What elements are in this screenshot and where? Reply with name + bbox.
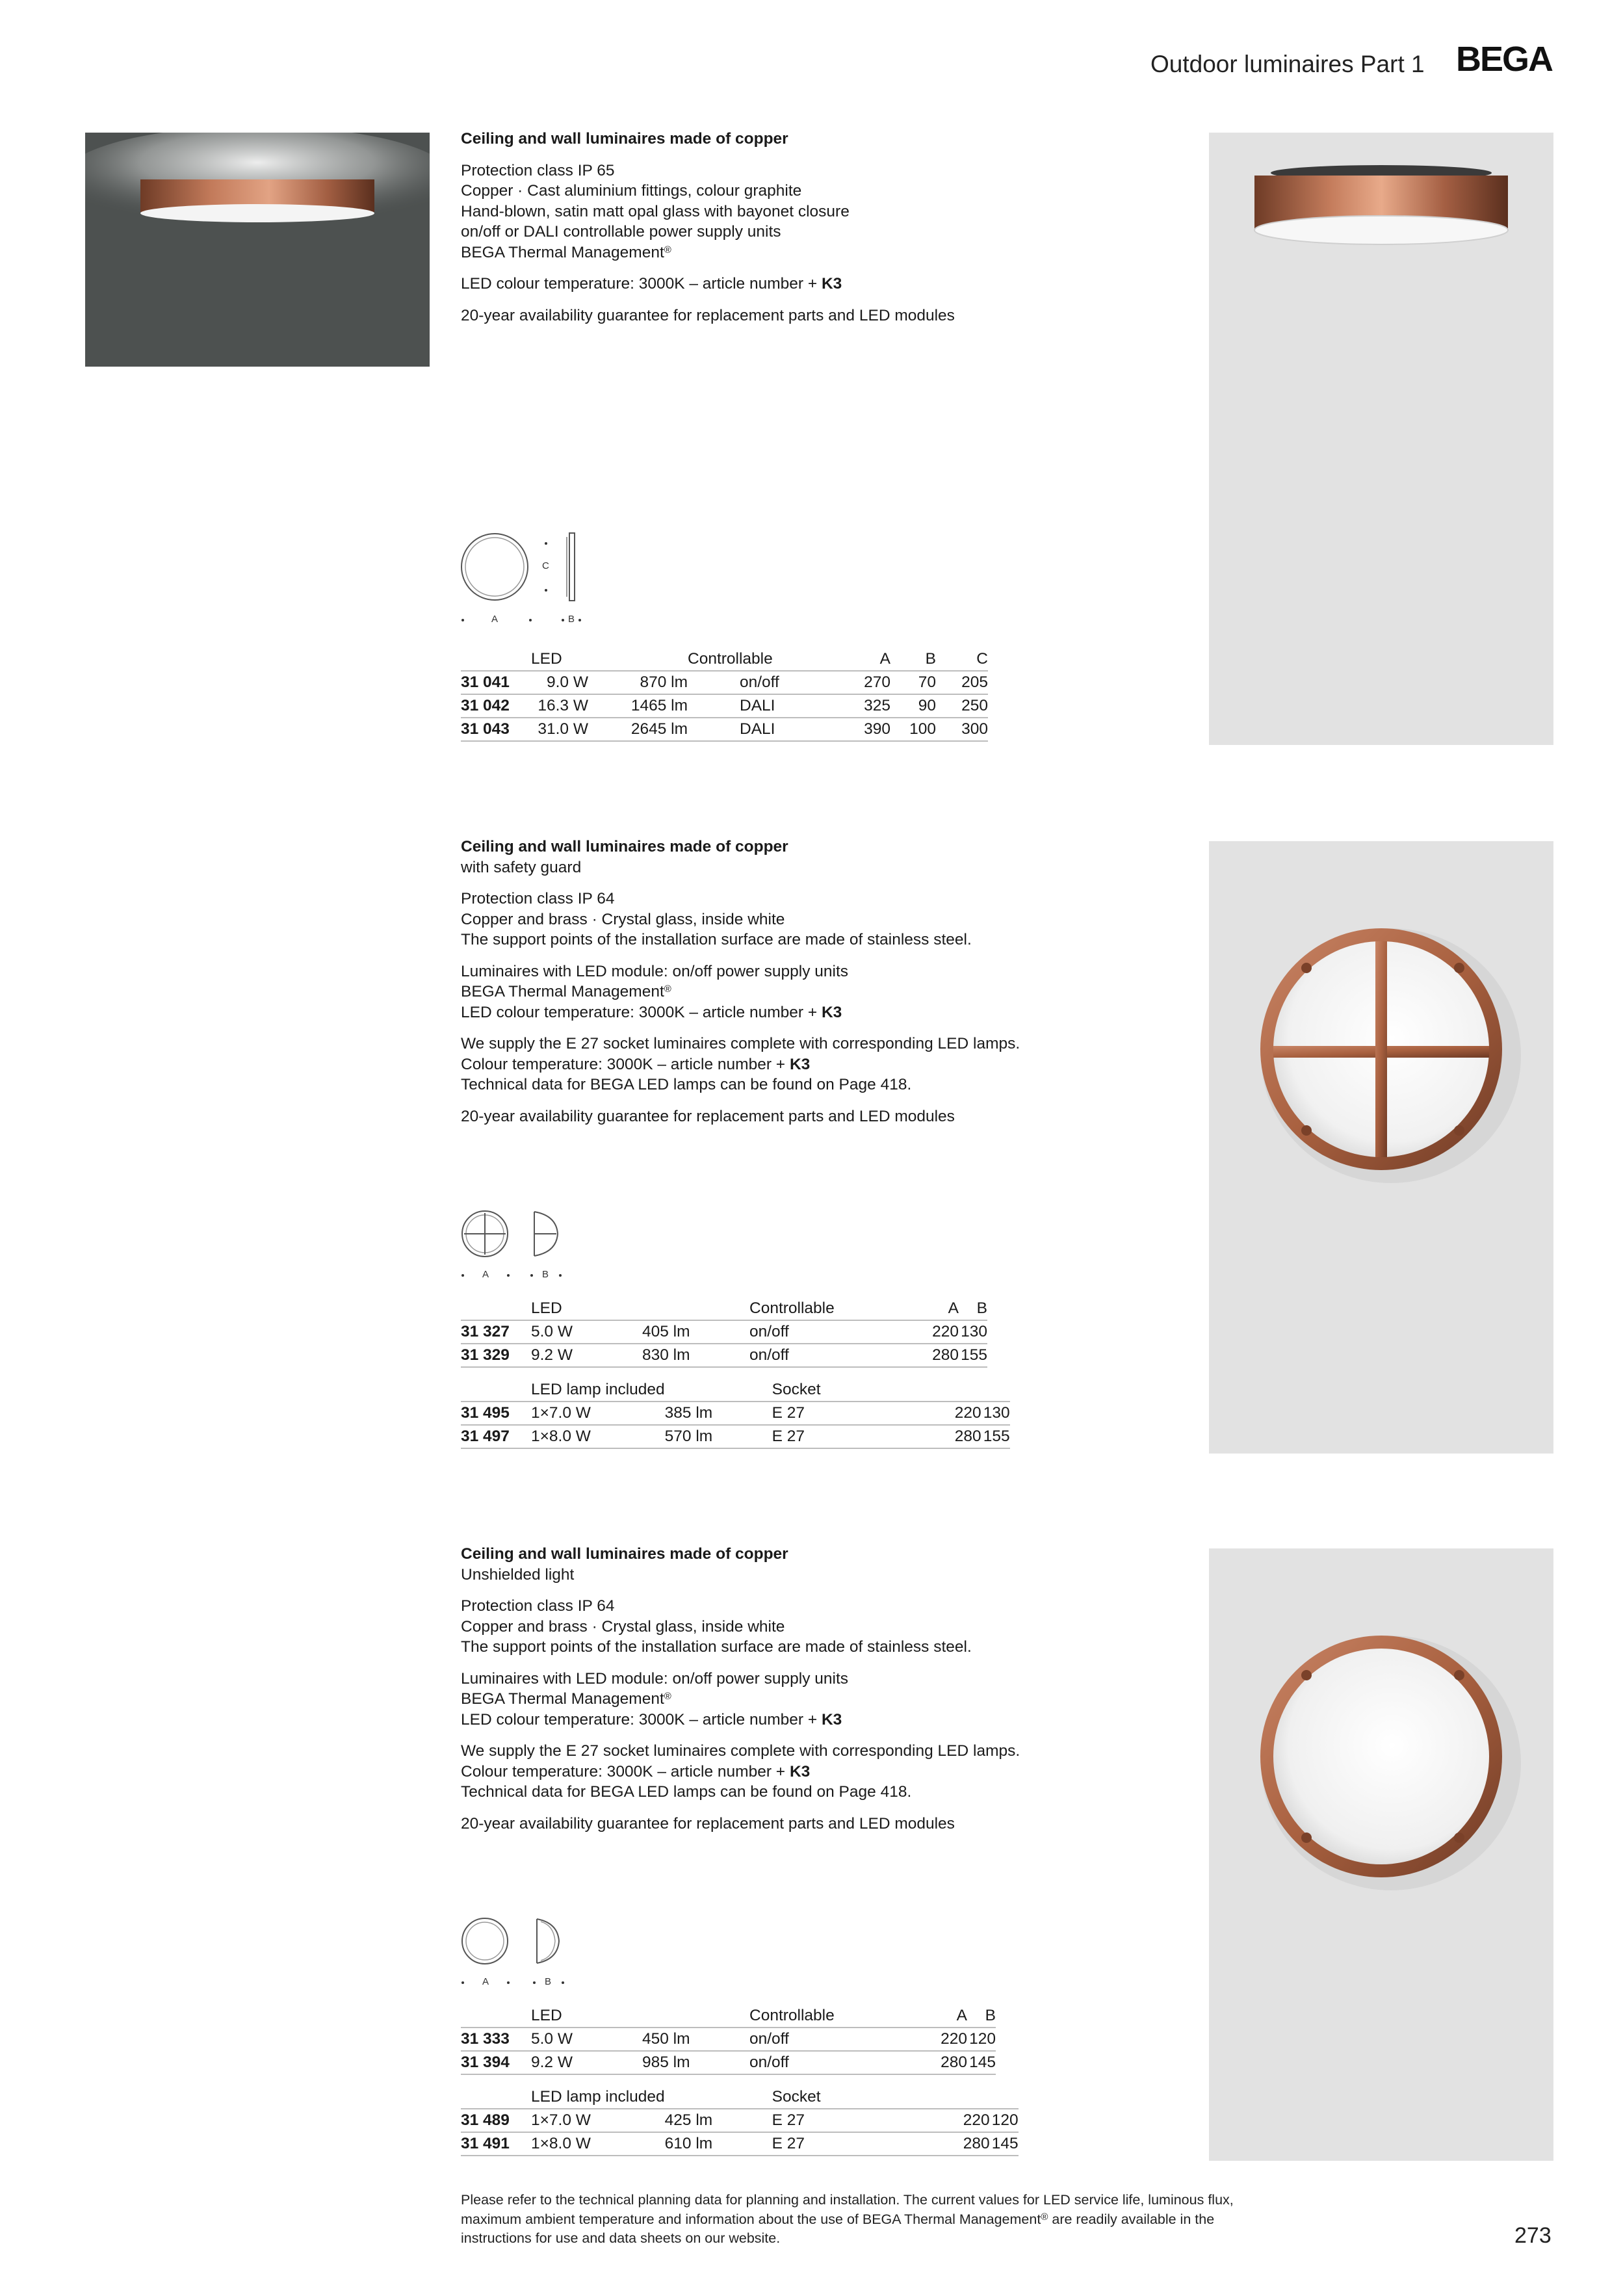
footer-line: maximum ambient temperature and information about the use of BEGA Thermal Management bbox=[461, 2211, 1041, 2227]
article-code: K3 bbox=[789, 1762, 811, 1781]
table-row bbox=[461, 718, 988, 741]
cell: 985 lm bbox=[642, 2051, 749, 2074]
article-code: K3 bbox=[789, 1055, 811, 1073]
dimension-drawing bbox=[459, 1208, 589, 1289]
col-header: Socket bbox=[772, 2088, 821, 2106]
cell: 300 bbox=[936, 718, 988, 741]
table-row bbox=[461, 1425, 1010, 1448]
cell: 155 bbox=[959, 1344, 987, 1367]
col-header bbox=[461, 1298, 531, 1320]
table-row bbox=[461, 2028, 996, 2051]
table-header bbox=[461, 2005, 996, 2028]
led-temp-text: LED colour temperature: 3000K – article number + bbox=[461, 275, 822, 293]
colour-temp-text: Colour temperature: 3000K – article number + bbox=[461, 1762, 790, 1781]
col-header bbox=[642, 1298, 749, 1320]
dim-label-c: C bbox=[542, 560, 549, 571]
cell: on/off bbox=[688, 671, 837, 694]
spec-table-lamps bbox=[461, 1379, 1010, 1449]
cell: 120 bbox=[990, 2109, 1019, 2132]
dim-label-b: B bbox=[542, 1269, 549, 1280]
col-header: Controllable bbox=[688, 650, 773, 668]
section-2-text bbox=[461, 837, 1208, 1127]
cell: DALI bbox=[688, 718, 837, 741]
cell: 250 bbox=[936, 694, 988, 718]
cell: E 27 bbox=[772, 2109, 944, 2132]
article-number: 31 495 bbox=[461, 1402, 531, 1425]
col-header: A bbox=[948, 1299, 959, 1317]
luminaire-product-photo bbox=[1209, 1548, 1553, 2161]
article-number: 31 043 bbox=[461, 718, 531, 741]
cell: 220 bbox=[912, 1320, 959, 1344]
cell: 9.2 W bbox=[531, 1344, 642, 1367]
dim-label-a: A bbox=[491, 614, 499, 625]
cell: on/off bbox=[749, 2051, 922, 2074]
luminaire-product-photo bbox=[1209, 841, 1553, 1454]
cell: 2645 lm bbox=[588, 718, 688, 741]
text-line: Protection class IP 64 bbox=[461, 1597, 615, 1615]
table-header bbox=[461, 2086, 1019, 2109]
col-header bbox=[665, 2086, 772, 2109]
cell: 1465 lm bbox=[588, 694, 688, 718]
dim-label-a: A bbox=[482, 1269, 489, 1280]
col-header bbox=[665, 1379, 772, 1402]
article-code: K3 bbox=[821, 1710, 842, 1729]
col-header bbox=[935, 1379, 981, 1402]
cell: E 27 bbox=[772, 1425, 935, 1448]
dimension-drawing bbox=[459, 1915, 589, 1996]
cell: DALI bbox=[688, 694, 837, 718]
cell: 570 lm bbox=[665, 1425, 772, 1448]
dimension-drawing bbox=[459, 528, 589, 635]
footer-line: Please refer to the technical planning data for planning and installation. The current values for LED service life, luminous flux, bbox=[461, 2192, 1234, 2208]
cell: 280 bbox=[935, 1425, 981, 1448]
cell: 100 bbox=[890, 718, 936, 741]
cell: 90 bbox=[890, 694, 936, 718]
cell: 130 bbox=[959, 1320, 987, 1344]
cell: 610 lm bbox=[665, 2132, 772, 2156]
text-line: Protection class IP 64 bbox=[461, 890, 615, 907]
article-number: 31 491 bbox=[461, 2132, 531, 2156]
section-title: Ceiling and wall luminaires made of copper bbox=[461, 838, 788, 855]
article-code: K3 bbox=[821, 1003, 842, 1021]
cell: E 27 bbox=[772, 1402, 935, 1425]
col-header: LED lamp included bbox=[531, 2088, 665, 2106]
cell: 1×7.0 W bbox=[531, 2109, 665, 2132]
col-header: LED lamp included bbox=[531, 1381, 665, 1398]
dim-label-b: B bbox=[568, 614, 575, 625]
col-header bbox=[990, 2086, 1019, 2109]
text-line: Luminaires with LED module: on/off power supply units bbox=[461, 962, 849, 980]
cell: 390 bbox=[837, 718, 890, 741]
table-row bbox=[461, 671, 988, 694]
text-line: Technical data for BEGA LED lamps can be found on Page 418. bbox=[461, 1783, 912, 1801]
cell: 450 lm bbox=[642, 2028, 749, 2051]
spec-table bbox=[461, 1298, 987, 1368]
spec-table bbox=[461, 2005, 996, 2075]
text-line: Luminaires with LED module: on/off power supply units bbox=[461, 1669, 849, 1688]
cell: 145 bbox=[990, 2132, 1019, 2156]
section-1-text bbox=[461, 129, 1208, 326]
colour-temp-text: Colour temperature: 3000K – article number + bbox=[461, 1055, 790, 1073]
cell: on/off bbox=[749, 1344, 912, 1367]
col-header: Socket bbox=[772, 1381, 821, 1398]
cell: 5.0 W bbox=[531, 2028, 642, 2051]
table-row bbox=[461, 694, 988, 718]
text-line: BEGA Thermal Management bbox=[461, 1690, 664, 1708]
cell: 31.0 W bbox=[531, 718, 588, 741]
footer-line: instructions for use and data sheets on our website. bbox=[461, 2230, 781, 2246]
col-header: Controllable bbox=[749, 1299, 835, 1317]
dim-label-a: A bbox=[482, 1976, 489, 1987]
cell: on/off bbox=[749, 1320, 912, 1344]
cell: 70 bbox=[890, 671, 936, 694]
article-number: 31 041 bbox=[461, 671, 531, 694]
guarantee-text: 20-year availability guarantee for replacement parts and LED modules bbox=[461, 1107, 955, 1125]
cell: 280 bbox=[922, 2051, 967, 2074]
col-header bbox=[461, 1379, 531, 1402]
text-line: Hand-blown, satin matt opal glass with bayonet closure bbox=[461, 202, 850, 220]
cell: 205 bbox=[936, 671, 988, 694]
col-header: A bbox=[879, 650, 890, 668]
table-row bbox=[461, 1344, 987, 1367]
text-line: We supply the E 27 socket luminaires complete with corresponding LED lamps. bbox=[461, 1742, 1020, 1760]
cell: 9.2 W bbox=[531, 2051, 642, 2074]
cell: 1×8.0 W bbox=[531, 2132, 665, 2156]
section-3-text bbox=[461, 1544, 1208, 1834]
text-line: BEGA Thermal Management bbox=[461, 983, 664, 1000]
led-temp-text: LED colour temperature: 3000K – article number + bbox=[461, 1710, 822, 1729]
registered-mark: ® bbox=[664, 984, 671, 995]
col-header: LED bbox=[531, 2007, 562, 2024]
text-line: Technical data for BEGA LED lamps can be found on Page 418. bbox=[461, 1076, 912, 1093]
col-header bbox=[981, 1379, 1010, 1402]
cell: 830 lm bbox=[642, 1344, 749, 1367]
col-header bbox=[588, 648, 688, 671]
article-number: 31 327 bbox=[461, 1320, 531, 1344]
chapter-title: Outdoor luminaires Part 1 bbox=[1150, 51, 1425, 77]
cell: 270 bbox=[837, 671, 890, 694]
col-header: A bbox=[956, 2007, 967, 2024]
cell: 280 bbox=[944, 2132, 990, 2156]
cell: 145 bbox=[967, 2051, 996, 2074]
led-temp-text: LED colour temperature: 3000K – article number + bbox=[461, 1003, 822, 1021]
col-header: Controllable bbox=[749, 2007, 835, 2024]
col-header: C bbox=[976, 650, 988, 668]
cell: 5.0 W bbox=[531, 1320, 642, 1344]
table-row bbox=[461, 2109, 1019, 2132]
dim-label-b: B bbox=[545, 1976, 552, 1987]
spec-table bbox=[461, 648, 988, 742]
cell: 1×8.0 W bbox=[531, 1425, 665, 1448]
article-number: 31 394 bbox=[461, 2051, 531, 2074]
col-header: B bbox=[976, 1299, 987, 1317]
col-header: LED bbox=[531, 1299, 562, 1317]
table-row bbox=[461, 2051, 996, 2074]
article-number: 31 329 bbox=[461, 1344, 531, 1367]
table-row bbox=[461, 1402, 1010, 1425]
section-title: Ceiling and wall luminaires made of copper bbox=[461, 130, 788, 148]
col-header bbox=[642, 2005, 749, 2028]
bega-logo: BEGA bbox=[1456, 40, 1553, 79]
page-number: 273 bbox=[1514, 2223, 1552, 2248]
cell: 220 bbox=[944, 2109, 990, 2132]
section-title: Ceiling and wall luminaires made of copper bbox=[461, 1545, 788, 1563]
luminaire-product-photo bbox=[1209, 133, 1553, 745]
cell: 280 bbox=[912, 1344, 959, 1367]
cell: 220 bbox=[922, 2028, 967, 2051]
col-header: B bbox=[925, 650, 936, 668]
guarantee-text: 20-year availability guarantee for replacement parts and LED modules bbox=[461, 1814, 955, 1833]
cell: 325 bbox=[837, 694, 890, 718]
col-header bbox=[944, 2086, 990, 2109]
table-header bbox=[461, 1298, 987, 1320]
cell: 220 bbox=[935, 1402, 981, 1425]
spec-table-lamps bbox=[461, 2086, 1019, 2156]
guarantee-text: 20-year availability guarantee for replacement parts and LED modules bbox=[461, 306, 955, 324]
footer-note bbox=[461, 2191, 1338, 2249]
table-row bbox=[461, 2132, 1019, 2156]
cell: 16.3 W bbox=[531, 694, 588, 718]
table-header bbox=[461, 648, 988, 671]
article-code: K3 bbox=[821, 275, 842, 293]
text-line: Protection class IP 65 bbox=[461, 161, 615, 179]
table-header bbox=[461, 1379, 1010, 1402]
cell: 155 bbox=[981, 1425, 1010, 1448]
col-header bbox=[461, 2005, 531, 2028]
cell: E 27 bbox=[772, 2132, 944, 2156]
text-line: Copper and brass · Crystal glass, inside white bbox=[461, 1617, 785, 1636]
cell: on/off bbox=[749, 2028, 922, 2051]
registered-mark: ® bbox=[664, 1691, 671, 1702]
col-header bbox=[461, 648, 531, 671]
cell: 870 lm bbox=[588, 671, 688, 694]
col-header bbox=[461, 2086, 531, 2109]
section-subtitle: Unshielded light bbox=[461, 1565, 575, 1584]
registered-mark: ® bbox=[664, 244, 671, 255]
col-header: B bbox=[985, 2007, 996, 2024]
cell: 385 lm bbox=[665, 1402, 772, 1425]
col-header: LED bbox=[531, 650, 562, 668]
text-line: on/off or DALI controllable power supply units bbox=[461, 223, 781, 241]
text-line: BEGA Thermal Management bbox=[461, 243, 664, 261]
article-number: 31 497 bbox=[461, 1425, 531, 1448]
text-line: The support points of the installation surface are made of stainless steel. bbox=[461, 931, 972, 948]
article-number: 31 042 bbox=[461, 694, 531, 718]
cell: 1×7.0 W bbox=[531, 1402, 665, 1425]
table-row bbox=[461, 1320, 987, 1344]
cell: 120 bbox=[967, 2028, 996, 2051]
text-line: The support points of the installation surface are made of stainless steel. bbox=[461, 1638, 972, 1656]
article-number: 31 489 bbox=[461, 2109, 531, 2132]
cell: 130 bbox=[981, 1402, 1010, 1425]
cell: 9.0 W bbox=[531, 671, 588, 694]
text-line: Copper and brass · Crystal glass, inside white bbox=[461, 910, 785, 928]
text-line: Copper · Cast aluminium fittings, colour graphite bbox=[461, 182, 802, 200]
footer-line: are readily available in the bbox=[1048, 2211, 1215, 2227]
text-line: We supply the E 27 socket luminaires complete with corresponding LED lamps. bbox=[461, 1035, 1020, 1052]
luminaire-mood-photo bbox=[85, 133, 430, 367]
registered-mark: ® bbox=[1041, 2211, 1048, 2223]
section-subtitle: with safety guard bbox=[461, 858, 582, 876]
article-number: 31 333 bbox=[461, 2028, 531, 2051]
cell: 405 lm bbox=[642, 1320, 749, 1344]
cell: 425 lm bbox=[665, 2109, 772, 2132]
